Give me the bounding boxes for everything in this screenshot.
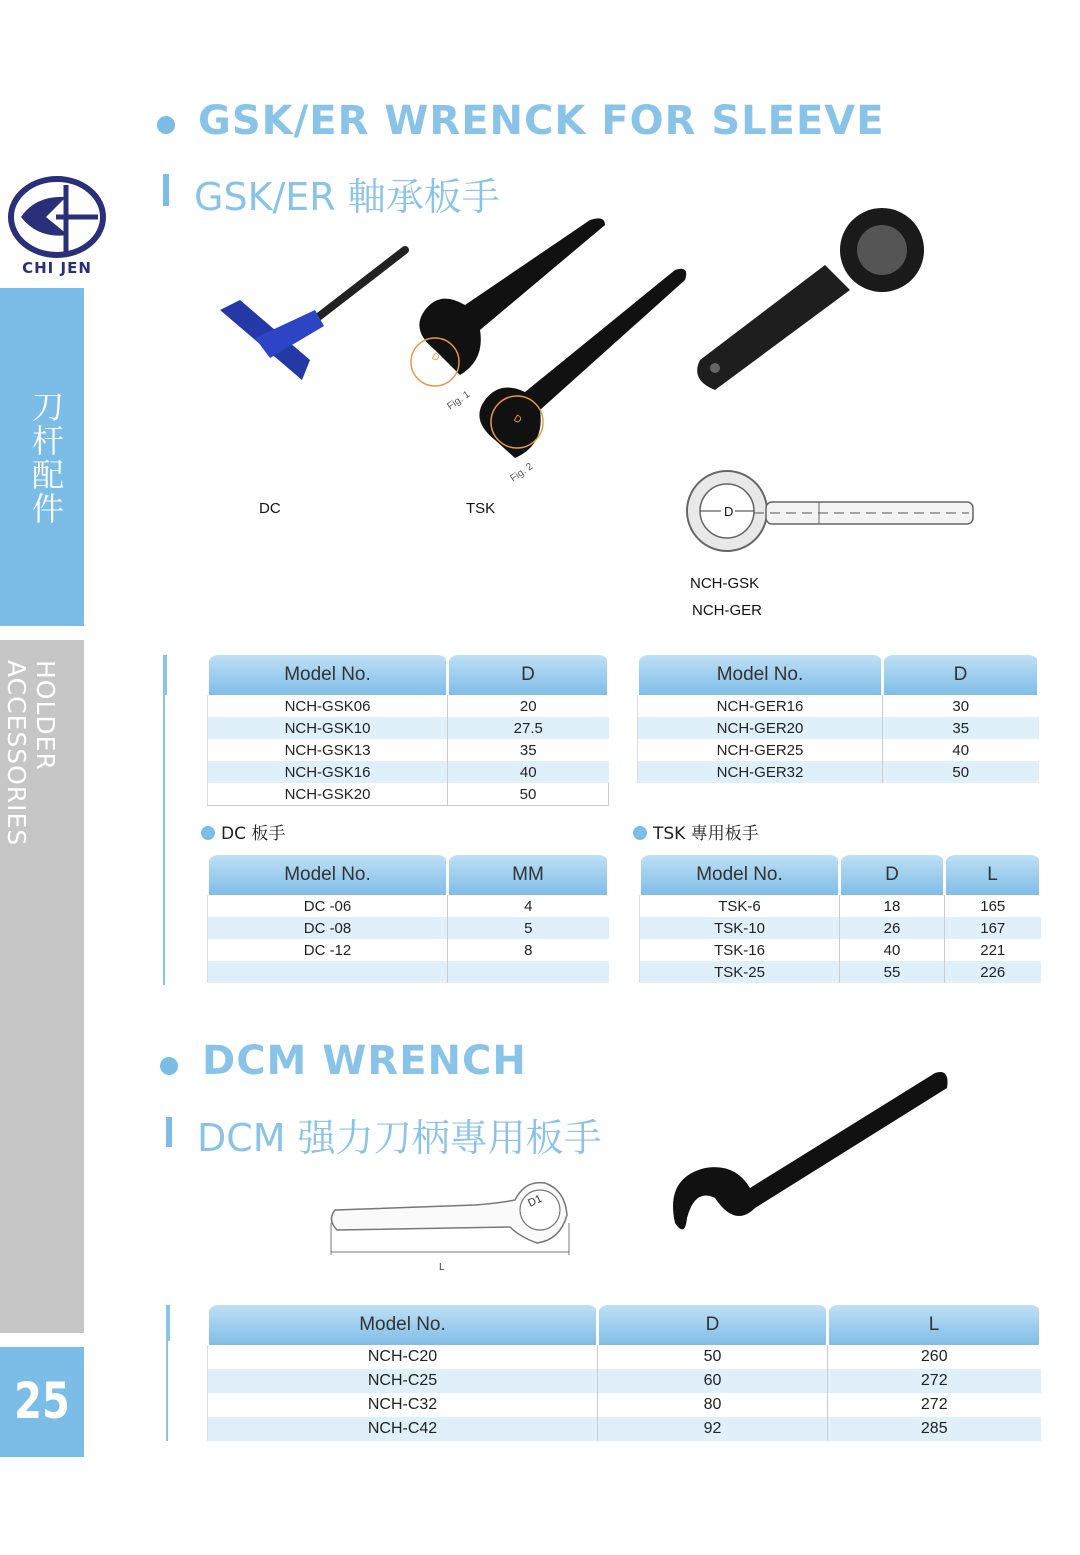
accent-line [166,1305,170,1341]
table-header: D [840,855,945,895]
dcm-table [206,1305,1042,1441]
cell: 285 [828,1417,1041,1441]
table-header: MM [448,855,609,895]
page-number: 25 [14,1372,70,1430]
cell: 4 [448,895,609,917]
dc-wrench-image [200,230,440,400]
cell: DC -06 [208,895,448,917]
table-row [208,939,609,961]
tsk-caption: TSK [466,500,496,517]
cell: TSK-25 [640,961,840,983]
table-row [640,917,1041,939]
svg-text:D: D [511,413,524,427]
table-row [208,783,609,806]
table-row [640,961,1041,983]
tsk-wrench-label-text: TSK 專用板手 [653,824,759,844]
cell: 226 [945,961,1041,983]
table-header: L [828,1305,1041,1345]
fig1-label: Fig. 1 [445,389,473,413]
cell: 50 [448,783,609,806]
cell: 40 [840,939,945,961]
dc-table [206,855,610,983]
accent-line [166,1341,168,1441]
table-row [638,695,1039,717]
table-row [208,761,609,783]
section2-title-en: DCM WRENCH [202,1038,527,1084]
nch-wrench-drawing [684,468,980,558]
cell: NCH-GER16 [638,695,883,717]
table-row [638,739,1039,761]
table-row [208,917,609,939]
chi-jen-logo [6,175,108,285]
cell [208,961,448,983]
cell [448,961,609,983]
table-row [640,895,1041,917]
cell: NCH-C20 [208,1345,598,1369]
bullet-dot [633,826,647,840]
bullet-dot [201,826,215,840]
cell: 5 [448,917,609,939]
gsk-table [206,655,610,806]
cell: 30 [883,695,1039,717]
dim-d-label: D [724,504,734,519]
cell: NCH-GER25 [638,739,883,761]
tsk-table [638,855,1042,983]
nch-ger-caption: NCH-GER [692,602,762,619]
sidebar-cn-label: 刀杆配件 [31,388,64,528]
cell: 221 [945,939,1041,961]
nch-wrench-image [690,205,940,405]
tsk-wrench-image [405,210,695,490]
cell: NCH-GER20 [638,717,883,739]
cell: DC -08 [208,917,448,939]
svg-text:D: D [429,351,442,365]
cell: NCH-C25 [208,1369,598,1393]
section-dot [157,116,175,134]
cell: NCH-GSK13 [208,739,448,761]
dcm-wrench-image [665,1068,955,1243]
logo-text: CHI JEN [22,259,92,277]
cell: NCH-GSK10 [208,717,448,739]
table-row [208,1417,1041,1441]
table-header: L [945,855,1041,895]
section-bar [163,174,169,206]
fig2-label: Fig. 2 [508,461,536,485]
cell: NCH-GER32 [638,761,883,783]
section1-title-en: GSK/ER WRENCK FOR SLEEVE [198,98,885,144]
cell: 35 [883,717,1039,739]
accent-line [163,695,165,985]
cell: NCH-GSK16 [208,761,448,783]
table-row [208,1345,1041,1369]
table-row [208,739,609,761]
table-header: D [448,655,609,695]
cell: TSK-6 [640,895,840,917]
cell: 92 [598,1417,828,1441]
cell: 27.5 [448,717,609,739]
sidebar-en-label: HOLDER ACCESSORIES [2,660,60,847]
table-header: Model No. [208,655,448,695]
cell: 18 [840,895,945,917]
dc-caption: DC [259,500,281,517]
section2-title-cn: DCM 强力刀柄專用板手 [197,1116,602,1160]
ger-table [636,655,1040,783]
dc-wrench-label-text: DC 板手 [221,824,286,844]
cell: TSK-10 [640,917,840,939]
cell: NCH-GSK06 [208,695,448,717]
cell: 272 [828,1369,1041,1393]
dcm-wrench-drawing [325,1175,575,1275]
cell: 35 [448,739,609,761]
table-header: Model No. [208,855,448,895]
dc-wrench-label [201,819,285,844]
table-row [208,717,609,739]
cell: 8 [448,939,609,961]
cell: 40 [448,761,609,783]
cell: 272 [828,1393,1041,1417]
cell: 50 [883,761,1039,783]
cell: NCH-C32 [208,1393,598,1417]
table-row [638,761,1039,783]
cell: 165 [945,895,1041,917]
dim-d1-label: D1 [526,1192,545,1210]
table-row [208,695,609,717]
table-row [208,961,609,983]
table-header: Model No. [208,1305,598,1345]
cell: 26 [840,917,945,939]
table-row [208,1369,1041,1393]
table-row [640,939,1041,961]
table-row [208,895,609,917]
tsk-wrench-label [633,819,759,844]
table-row [638,717,1039,739]
cell: NCH-GSK20 [208,783,448,806]
cell: 60 [598,1369,828,1393]
table-row [208,1393,1041,1417]
cell: 260 [828,1345,1041,1369]
section-dot [160,1057,178,1075]
accent-line [163,655,167,695]
cell: DC -12 [208,939,448,961]
section-bar [166,1117,172,1147]
cell: 50 [598,1345,828,1369]
cell: 80 [598,1393,828,1417]
cell: 40 [883,739,1039,761]
table-header: Model No. [638,655,883,695]
nch-gsk-caption: NCH-GSK [690,575,760,592]
cell: TSK-16 [640,939,840,961]
table-header: Model No. [640,855,840,895]
section1-title-cn: GSK/ER 軸承板手 [194,175,500,219]
cell: 20 [448,695,609,717]
cell: NCH-C42 [208,1417,598,1441]
table-header: D [883,655,1039,695]
cell: 167 [945,917,1041,939]
dim-l-label: L [439,1262,445,1273]
cell: 55 [840,961,945,983]
table-header: D [598,1305,828,1345]
